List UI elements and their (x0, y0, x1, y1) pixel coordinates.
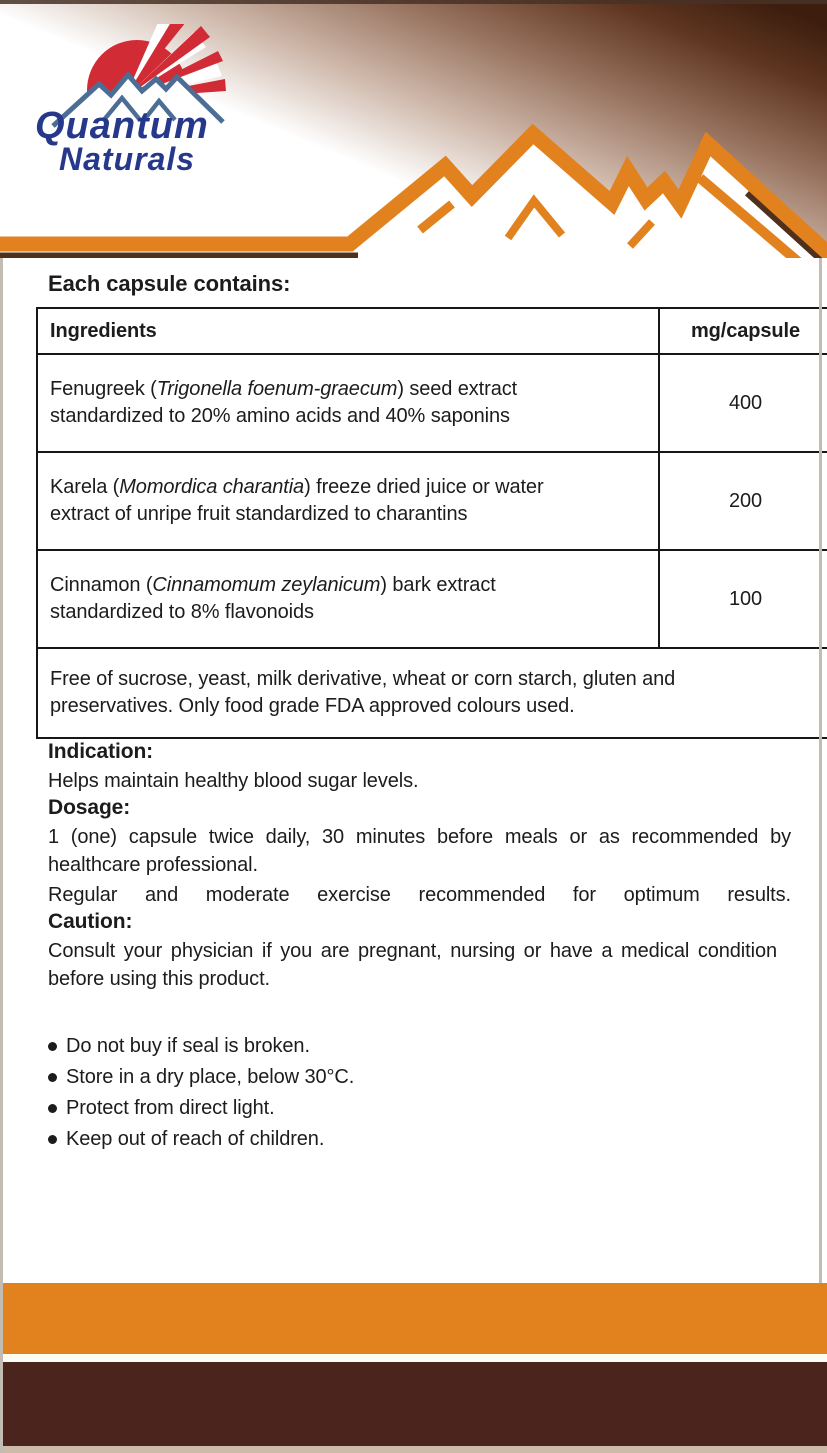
ingredient-name-cell (37, 452, 659, 550)
top-edge-line (0, 0, 827, 4)
precaution-text: Keep out of reach of children. (66, 1128, 325, 1150)
top-banner (0, 0, 827, 258)
caution-heading: Caution: (48, 910, 133, 933)
ingredients-table (36, 307, 827, 739)
bullet-dot-icon (48, 1104, 57, 1113)
bullet-dot-icon (48, 1135, 57, 1144)
list-item (48, 1062, 791, 1093)
ingredient-text: Karela ( (50, 476, 120, 498)
list-item (48, 1124, 791, 1155)
footer-brown-band (0, 1362, 827, 1446)
list-item (48, 1031, 791, 1062)
indication-body: Helps maintain healthy blood sugar levels. (48, 770, 419, 792)
ingredient-text: ) seed extract standardized to 20% amino acids and 40% saponins (50, 378, 518, 427)
precaution-text: Store in a dry place, below 30°C. (66, 1066, 355, 1088)
precaution-text: Protect from direct light. (66, 1097, 275, 1119)
mg-per-capsule-column-header: mg/capsule (659, 308, 827, 354)
brand-name-line2: Naturals (59, 141, 196, 177)
ingredient-amount-cell: 200 (659, 452, 827, 550)
exercise-note: Regular and moderate exercise recommended for optimum results. (48, 884, 791, 906)
label-left-edge (0, 258, 3, 1453)
ingredient-latin-name: Cinnamomum zeylanicum (152, 574, 381, 596)
table-header-row (37, 308, 827, 354)
ingredient-latin-name: Momordica charantia (119, 476, 305, 498)
table-footnote: Free of sucrose, yeast, milk derivative, wheat or corn starch, gluten and preservatives. Only food grade FDA approved colours used. (50, 668, 676, 717)
brand-logo (25, 24, 255, 178)
brand-name-line1: Quantum (35, 105, 209, 147)
indication-heading: Indication: (48, 740, 154, 763)
precautions-list (48, 1031, 791, 1155)
footer-bottom-edge (0, 1446, 827, 1453)
table-row (37, 452, 827, 550)
ingredient-amount-cell: 100 (659, 550, 827, 648)
capsule-contains-heading: Each capsule contains: (48, 271, 291, 296)
precaution-text: Do not buy if seal is broken. (66, 1035, 310, 1057)
dosage-body: 1 (one) capsule twice daily, 30 minutes before meals or as recommended by healthcare professional. (48, 826, 791, 876)
ingredient-text: ) bark extract standardized to 8% flavonoids (50, 574, 496, 623)
ingredient-amount-cell: 400 (659, 354, 827, 452)
footer-divider-band (0, 1354, 827, 1362)
ingredient-name-cell (37, 550, 659, 648)
ingredient-text: ) freeze dried juice or water extract of unripe fruit standardized to charantins (50, 476, 544, 525)
ingredient-text: Fenugreek ( (50, 378, 157, 400)
bullet-dot-icon (48, 1042, 57, 1051)
table-row (37, 354, 827, 452)
table-row (37, 550, 827, 648)
caution-body: Consult your physician if you are pregnant, nursing or have a medical condition before using this product. (48, 940, 777, 990)
ingredient-name-cell (37, 354, 659, 452)
label-content (0, 258, 827, 1283)
list-item (48, 1093, 791, 1124)
ingredient-latin-name: Trigonella foenum-graecum (156, 378, 398, 400)
label-right-edge (819, 258, 822, 1283)
table-footnote-cell (37, 648, 827, 738)
bullet-dot-icon (48, 1073, 57, 1082)
ingredient-text: Cinnamon ( (50, 574, 153, 596)
footer-orange-band (0, 1283, 827, 1354)
footer-bands (0, 1283, 827, 1453)
ingredients-column-header: Ingredients (37, 308, 659, 354)
table-footnote-row (37, 648, 827, 738)
dosage-heading: Dosage: (48, 796, 131, 819)
